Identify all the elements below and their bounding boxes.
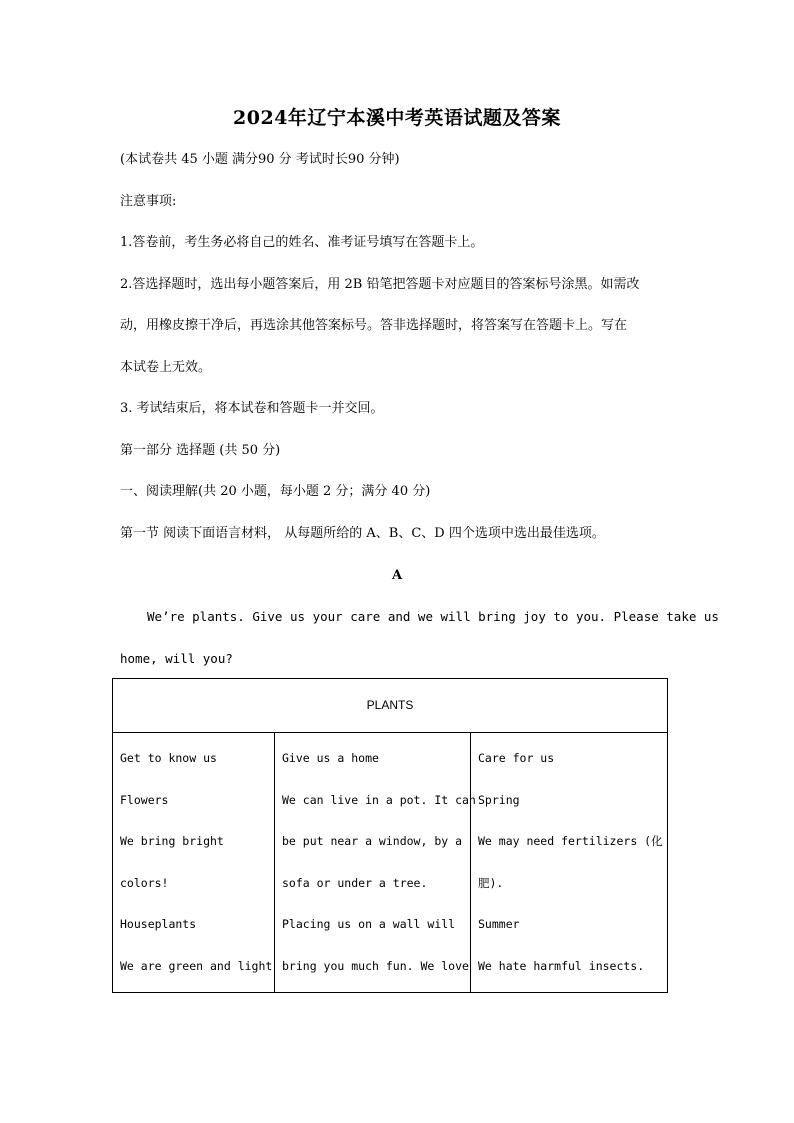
table-column-give-us-a-home	[275, 732, 476, 992]
table-cell-line: Spring	[478, 793, 520, 807]
table-cell-line: We hate harmful insects.	[478, 959, 645, 973]
table-cell-line: We can live in a pot. It can	[282, 793, 476, 807]
table-column-get-to-know-us	[113, 732, 275, 992]
passage-letter: A	[391, 568, 403, 583]
page-title: 2024年辽宁本溪中考英语试题及答案	[233, 107, 561, 129]
table-cell-line: be put near a window, by a	[282, 834, 463, 848]
table-cell-line: Care for us	[478, 751, 555, 765]
table-cell-line: bring you much fun. We love	[282, 959, 469, 973]
plants-table	[112, 678, 668, 993]
table-cell-line: Get to know us	[120, 751, 217, 765]
table-cell-line: Flowers	[120, 793, 169, 807]
table-cell-line: We bring bright	[120, 834, 224, 848]
table-cell-line: We are green and light	[120, 959, 273, 973]
table-column-care-for-us	[471, 732, 667, 992]
exam-info: (本试卷共 45 小题 满分90 分 考试时长90 分钟)	[120, 152, 400, 167]
table-cell-line: Summer	[478, 917, 520, 931]
table-cell-line: 肥).	[478, 876, 504, 890]
notice-item-2-line-1: 2.答选择题时，选出每小题答案后，用 2B 铅笔把答题卡对应题目的答案标号涂黑。如需改	[120, 277, 640, 292]
section-instruction: 第一节 阅读下面语言材料， 从每题所给的 A、B、C、D 四个选项中选出最佳选项。	[120, 526, 605, 541]
notice-item-1: 1.答卷前，考生务必将自己的姓名、准考证号填写在答题卡上。	[120, 235, 484, 250]
table-cell-line: Give us a home	[282, 751, 379, 765]
table-cell-line: sofa or under a tree.	[282, 876, 428, 890]
table-cell-line: colors!	[120, 876, 169, 890]
notice-heading: 注意事项:	[120, 194, 177, 209]
table-cell-line: Placing us on a wall will	[282, 917, 456, 931]
table-header: PLANTS	[113, 679, 667, 733]
section-one-heading: 一、阅读理解(共 20 小题，每小题 2 分；满分 40 分)	[120, 484, 431, 499]
notice-item-3: 3. 考试结束后，将本试卷和答题卡一并交回。	[120, 401, 384, 416]
part-one-heading: 第一部分 选择题 (共 50 分)	[120, 443, 281, 458]
table-cell-line: We may need fertilizers (化	[478, 834, 663, 848]
passage-intro-line-1: We’re plants. Give us your care and we will bring joy to you. Please take us	[147, 609, 719, 624]
notice-item-2-line-3: 本试卷上无效。	[120, 360, 212, 375]
passage-intro-line-2: home, will you?	[120, 651, 233, 666]
table-cell-line: Houseplants	[120, 917, 197, 931]
notice-item-2-line-2: 动，用橡皮擦干净后，再选涂其他答案标号。答非选择题时，将答案写在答题卡上。写在	[120, 318, 628, 333]
